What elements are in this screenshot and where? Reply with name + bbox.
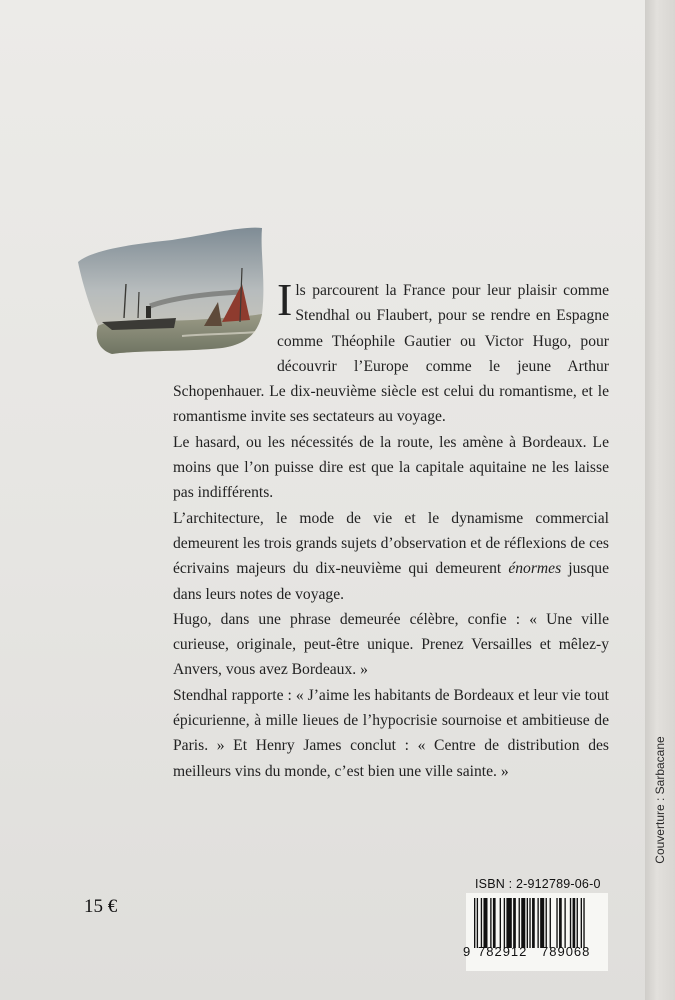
- barcode-left-digits: 782912: [478, 944, 528, 959]
- barcode-first-digit: 9: [463, 944, 471, 959]
- barcode-bars: [474, 898, 600, 948]
- blurb-paragraph-4: Hugo, dans une phrase demeurée célèbre, confie : « Une ville curieuse, originale, peut-être unique. Prenez Versailles et mêlez-y Anvers, vous avez Bordeaux. »: [173, 610, 609, 679]
- blurb-paragraph-2: Le hasard, ou les nécessités de la route, les amène à Bordeaux. Le moins que l’on puisse dire est que la capitale aquitaine ne les laisse pas indifférents.: [173, 433, 609, 502]
- back-cover-blurb: [173, 274, 609, 784]
- blurb-paragraph-3: L’architecture, le mode de vie et le dynamisme commercial demeurent les trois grands sujets d’observation et de réflexions de ces écrivains majeurs du dix-neuvième qui demeurent énormes jusque dans leurs notes de voyage.: [173, 509, 609, 603]
- isbn-label: ISBN : 2-912789-06-0: [475, 877, 601, 891]
- barcode: [466, 893, 608, 971]
- blurb-paragraph-1: Ils parcourent la France pour leur plaisir comme Stendhal ou Flaubert, pour se rendre en Espagne comme Théophile Gautier ou Victor Hugo, pour découvrir l’Europe comme le jeune Arthur Schopenhauer. Le dix-neuvième siècle est celui du romantisme, et le romantisme invite ses sectateurs au voyage.: [173, 274, 609, 426]
- blurb-paragraph-5: Stendhal rapporte : « J’aime les habitants de Bordeaux et leur vie tout épicurienne, à mille lieues de l’hypocrisie sournoise et ambitieuse de Paris. » Et Henry James conclut : « Centre de distribution des meilleurs vins du monde, c’est bien une ville sainte. »: [173, 686, 609, 780]
- drop-cap: I: [277, 274, 293, 325]
- price-label: 15 €: [84, 896, 118, 917]
- barcode-right-digits: 789068: [541, 944, 591, 959]
- cover-credit: Couverture : Sarbacane: [653, 736, 667, 864]
